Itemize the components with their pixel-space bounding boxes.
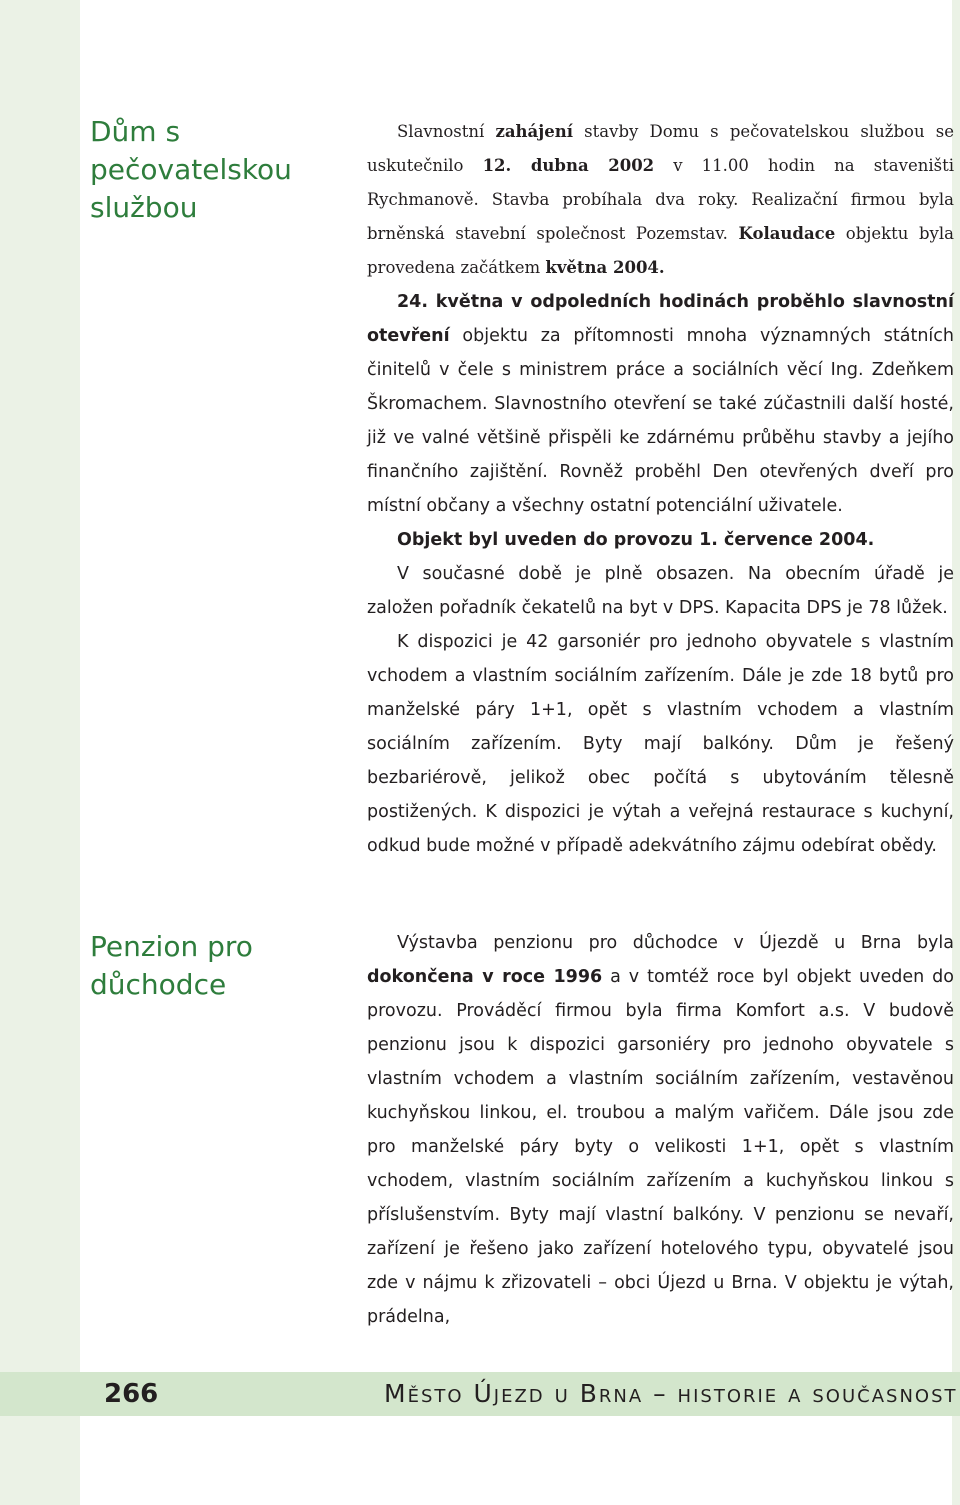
paragraph: [367, 115, 954, 285]
section-body-dps: [367, 115, 954, 863]
bold-text-run: 12. dubna 2002: [482, 156, 655, 175]
paragraph: [367, 926, 954, 1334]
page-number: 266: [104, 1379, 159, 1409]
text-run: objektu byla provedena začátkem: [367, 224, 954, 277]
section-body-penzion: [367, 926, 954, 1334]
text-run: Slavnostní: [397, 122, 496, 141]
left-margin-band: [0, 0, 80, 1505]
text-run: stavby Domu s pečovatelskou službou se uskutečnilo: [367, 122, 954, 175]
text-run: K dispozici je 42 garsoniér pro jednoho obyvatele s vlastním vchodem a vlastním sociálním zařízením. Dále je zde 18 bytů pro manželské páry 1+1, opět s vlastním vchodem a vlastním sociálním zařízením. Byty mají balkóny. Dům je řešený bezbariérově, jelikož obec počítá s ubytováním tělesně postižených. K dispozici je výtah a veřejná restaurace s kuchyní, odkud bude možné v případě adekvátního zájmu odebírat obědy.: [367, 632, 954, 856]
paragraph: [367, 285, 954, 523]
running-title: Město Újezd u Brna – historie a současnost: [384, 1379, 958, 1408]
section-heading-penzion: Penzion pro důchodce: [90, 930, 253, 1001]
paragraph: [367, 557, 954, 625]
text-run: v 11.00 hodin na staveništi Rychmanově. Stavba probíhala dva roky. Realizační firmou byla brněnská stavební společnost Pozemstav.: [367, 156, 955, 243]
text-run: a v tomtéž roce byl objekt uveden do provozu. Prováděcí firmou byla firma Komfort a.s. V budově penzionu jsou k dispozici garsoniéry pro jednoho obyvatele s vlastním vchodem a vlastním sociálním zařízením, vestavěnou kuchyňskou linkou, el. troubou a malým vařičem. Dále jsou zde pro manželské páry byty o velikosti 1+1, opět s vlastním vchodem, vlastním sociálním zařízením a kuchyňskou linkou s příslušenstvím. Byty mají vlastní balkóny. V penzionu se nevaří, zařízení je řešeno jako zařízení hotelového typu, obyvatelé jsou zde v nájmu k zřizovateli – obci Újezd u Brna. V objektu je výtah, prádelna,: [367, 967, 954, 1327]
bold-text-run: zahájení: [495, 122, 573, 141]
text-run: V současné době je plně obsazen. Na obecním úřadě je založen pořadník čekatelů na byt v DPS. Kapacita DPS je 78 lůžek.: [367, 564, 954, 618]
bold-text-run: Objekt byl uveden do provozu 1. července 2004.: [397, 530, 875, 550]
bold-text-run: dokončena v roce 1996: [367, 967, 603, 987]
text-run: Výstavba penzionu pro důchodce v Újezdě u Brna byla: [397, 933, 954, 953]
paragraph: [367, 625, 954, 863]
paragraph: [367, 523, 954, 557]
bold-text-run: 24. května v odpoledních hodinách proběhlo slavnostní otevření: [367, 292, 954, 346]
section-heading-dps: Dům s pečovatelskou službou: [90, 115, 292, 224]
bold-text-run: května 2004.: [545, 258, 665, 277]
bold-text-run: Kolaudace: [738, 224, 836, 243]
text-run: objektu za přítomnosti mnoha významných státních činitelů v čele s ministrem práce a sociálních věcí Ing. Zdeňkem Škromachem. Slavnostního otevření se také zúčastnili další hosté, již ve valné většině přispěli ke zdárnému průběhu stavby a jejího finančního zajištění. Rovněž proběhl Den otevřených dveří pro místní občany a všechny ostatní potenciální uživatele.: [367, 326, 954, 516]
